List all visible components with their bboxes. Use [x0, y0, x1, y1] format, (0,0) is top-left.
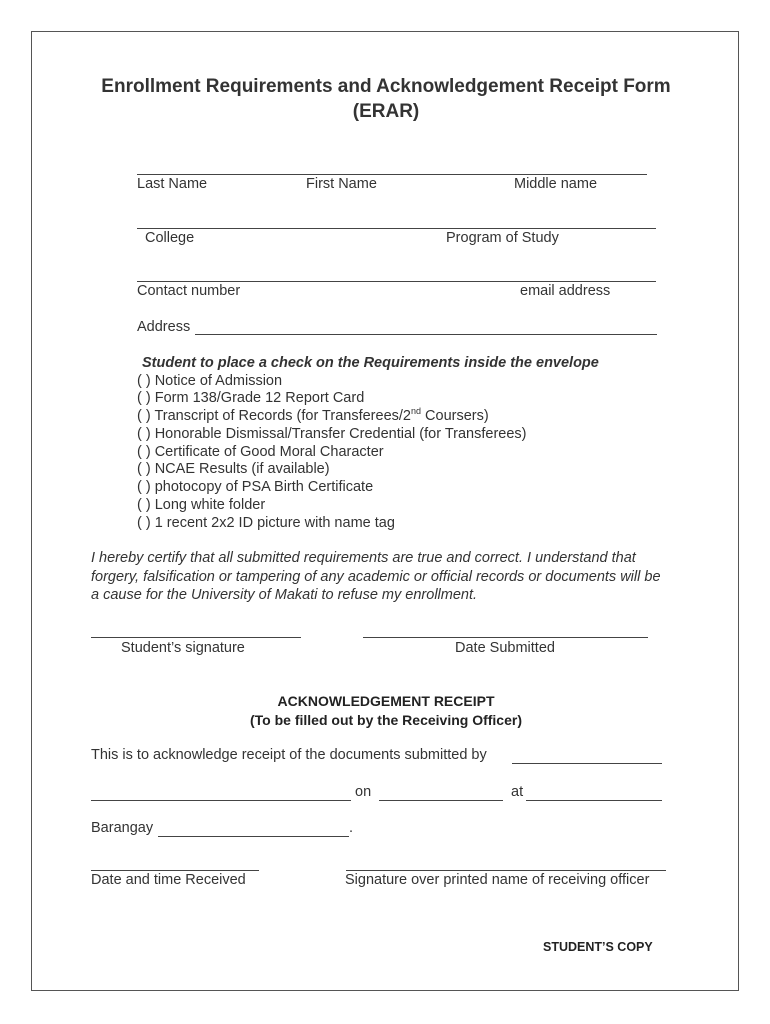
form-title: Enrollment Requirements and Acknowledgement Receipt Form [101, 76, 671, 97]
at-label: at [511, 784, 524, 800]
requirement-text: ( ) Transcript of Records (for Transferees/2 [137, 408, 411, 424]
at-place-line[interactable] [526, 800, 662, 801]
student-signature-label: Student’s signature [121, 640, 245, 656]
program-label: Program of Study [446, 230, 559, 246]
requirement-checkbox[interactable]: ( ) photocopy of PSA Birth Certificate [137, 479, 374, 495]
requirement-checkbox[interactable]: ( ) Certificate of Good Moral Character [137, 444, 384, 460]
receipt-subheading: (To be filled out by the Receiving Officer) [250, 712, 522, 728]
receipt-heading: ACKNOWLEDGEMENT RECEIPT [277, 693, 495, 709]
date-submitted-label: Date Submitted [455, 640, 555, 656]
requirement-checkbox[interactable]: ( ) Honorable Dismissal/Transfer Credential (for Transferees) [137, 426, 527, 442]
date-time-label: Date and time Received [91, 872, 246, 888]
submitted-by-line[interactable] [512, 763, 662, 764]
name-line[interactable] [137, 174, 647, 175]
on-date-line[interactable] [379, 800, 503, 801]
address-line[interactable] [195, 334, 657, 335]
requirement-checkbox[interactable]: ( ) Notice of Admission [137, 373, 283, 389]
address-label: Address [137, 319, 191, 335]
officer-signature-line[interactable] [346, 870, 666, 871]
barangay-label: Barangay [91, 820, 154, 836]
college-program-line[interactable] [137, 228, 656, 229]
barangay-line[interactable] [158, 836, 349, 837]
requirement-checkbox[interactable]: ( ) Long white folder [137, 497, 266, 513]
email-label: email address [520, 283, 611, 299]
contact-email-line[interactable] [137, 281, 656, 282]
college-label: College [145, 230, 195, 246]
certification-line: I hereby certify that all submitted requirements are true and correct. I understand that [91, 550, 636, 566]
last-name-label: Last Name [137, 176, 208, 192]
contact-label: Contact number [137, 283, 241, 299]
certification-line: a cause for the University of Makati to refuse my enrollment. [91, 587, 478, 603]
requirement-checkbox[interactable]: ( ) 1 recent 2x2 ID picture with name tag [137, 515, 395, 531]
requirements-heading: Student to place a check on the Requirements inside the envelope [142, 355, 599, 371]
middle-name-label: Middle name [514, 176, 598, 192]
copy-label: STUDENT’S COPY [543, 940, 653, 954]
first-name-label: First Name [306, 176, 377, 192]
officer-signature-label: Signature over printed name of receiving officer [345, 872, 650, 888]
date-time-line[interactable] [91, 870, 259, 871]
student-signature-line[interactable] [91, 637, 301, 638]
ordinal-superscript: nd [410, 406, 421, 417]
ack-text: This is to acknowledge receipt of the documents submitted by [91, 747, 487, 763]
form-page [31, 31, 739, 991]
requirement-text-tail: Coursers) [421, 408, 489, 424]
certification-line: forgery, falsification or tampering of any academic or official records or documents will be [91, 569, 661, 585]
submitted-by-continuation-line[interactable] [91, 800, 351, 801]
date-submitted-line[interactable] [363, 637, 648, 638]
on-label: on [355, 784, 372, 800]
requirement-checkbox[interactable]: ( ) NCAE Results (if available) [137, 461, 330, 477]
requirement-checkbox[interactable]: ( ) Form 138/Grade 12 Report Card [137, 390, 365, 406]
form-title-acronym: (ERAR) [352, 101, 420, 122]
requirement-checkbox[interactable] [137, 408, 489, 424]
barangay-period: . [349, 820, 354, 836]
